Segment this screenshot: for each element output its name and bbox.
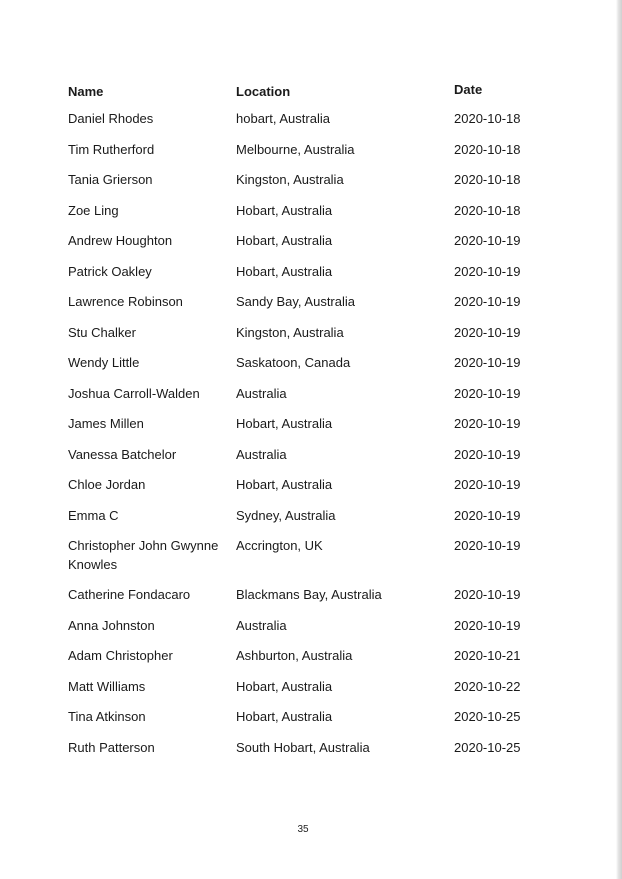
cell-date: 2020-10-21 (454, 648, 521, 663)
header-date: Date (454, 81, 483, 97)
table-row (66, 641, 546, 672)
cell-date: 2020-10-19 (454, 538, 521, 553)
cell-name: Lawrence Robinson (68, 294, 183, 309)
cell-name: Wendy Little (68, 355, 140, 370)
cell-date: 2020-10-19 (454, 385, 521, 401)
cell-name: Andrew Houghton (68, 233, 173, 248)
cell-name: Catherine Fondacaro (68, 587, 191, 602)
table-row (66, 733, 546, 764)
table-row (66, 531, 546, 580)
cell-location: South Hobart, Australia (236, 739, 370, 755)
cell-location: Blackmans Bay, Australia (236, 587, 382, 602)
cell-name: Anna Johnston (68, 617, 155, 633)
table-row (66, 470, 546, 501)
cell-name: Tim Rutherford (68, 141, 155, 157)
cell-name: Ruth Patterson (68, 739, 155, 755)
table-row (66, 580, 546, 611)
table-row (66, 257, 546, 288)
cell-location: Kingston, Australia (236, 324, 344, 340)
cell-location: Hobart, Australia (236, 263, 333, 279)
cell-location: Hobart, Australia (236, 202, 333, 218)
table-header (66, 78, 546, 104)
cell-date: 2020-10-19 (454, 324, 521, 340)
cell-date: 2020-10-18 (454, 111, 521, 126)
header-location: Location (236, 83, 291, 99)
cell-name: James Millen (68, 416, 144, 431)
cell-date: 2020-10-19 (454, 416, 521, 431)
cell-name: Adam Christopher (68, 648, 173, 663)
cell-date: 2020-10-19 (454, 587, 521, 602)
cell-location: hobart, Australia (236, 111, 330, 126)
cell-location: Hobart, Australia (236, 477, 333, 492)
cell-name: Daniel Rhodes (68, 111, 154, 126)
cell-location: Australia (236, 385, 287, 401)
cell-date: 2020-10-18 (454, 141, 521, 157)
cell-location: Melbourne, Australia (236, 141, 355, 157)
cell-location: Saskatoon, Canada (236, 355, 351, 370)
table-row (66, 165, 546, 196)
table-row (66, 672, 546, 703)
table-row (66, 379, 546, 410)
cell-location: Ashburton, Australia (236, 648, 353, 663)
table-row (66, 135, 546, 166)
cell-date: 2020-10-19 (454, 507, 521, 523)
cell-name: Christopher John Gwynne Knowles (68, 538, 219, 572)
header-name: Name (68, 83, 104, 99)
cell-name: Tania Grierson (68, 172, 153, 187)
cell-date: 2020-10-19 (454, 294, 521, 309)
cell-name: Tina Atkinson (68, 709, 146, 724)
table-row (66, 440, 546, 471)
cell-name: Matt Williams (68, 678, 146, 694)
page-edge-shadow (616, 0, 622, 879)
table-body (66, 104, 546, 763)
cell-name: Patrick Oakley (68, 263, 152, 279)
cell-date: 2020-10-18 (454, 172, 521, 187)
cell-date: 2020-10-19 (454, 446, 521, 462)
page-number: 35 (297, 824, 309, 835)
cell-location: Sydney, Australia (236, 507, 336, 523)
cell-name: Stu Chalker (68, 324, 136, 340)
table-row (66, 318, 546, 349)
cell-name: Vanessa Batchelor (68, 446, 177, 462)
table-row (66, 287, 546, 318)
cell-name: Joshua Carroll-Walden (68, 385, 200, 401)
cell-location: Kingston, Australia (236, 172, 344, 187)
cell-name: Emma C (68, 507, 119, 523)
cell-date: 2020-10-22 (454, 678, 521, 694)
table-row (66, 196, 546, 227)
cell-location: Hobart, Australia (236, 416, 333, 431)
cell-location: Hobart, Australia (236, 709, 333, 724)
table-row (66, 501, 546, 532)
cell-name: Zoe Ling (68, 202, 119, 218)
signatories-table (66, 78, 546, 763)
cell-date: 2020-10-19 (454, 263, 521, 279)
cell-location: Hobart, Australia (236, 678, 333, 694)
table-row (66, 348, 546, 379)
header-row (66, 78, 546, 104)
cell-location: Australia (236, 617, 287, 633)
cell-location: Accrington, UK (236, 538, 323, 553)
table-row (66, 702, 546, 733)
cell-name: Chloe Jordan (68, 477, 146, 492)
cell-location: Australia (236, 446, 287, 462)
table-row (66, 409, 546, 440)
table-row (66, 104, 546, 135)
table-row (66, 226, 546, 257)
table-row (66, 611, 546, 642)
cell-location: Hobart, Australia (236, 233, 333, 248)
cell-location: Sandy Bay, Australia (236, 294, 355, 309)
cell-date: 2020-10-19 (454, 355, 521, 370)
cell-date: 2020-10-25 (454, 709, 521, 724)
cell-date: 2020-10-18 (454, 202, 521, 218)
cell-date: 2020-10-19 (454, 233, 521, 248)
cell-date: 2020-10-19 (454, 617, 521, 633)
cell-date: 2020-10-25 (454, 739, 521, 755)
cell-date: 2020-10-19 (454, 477, 521, 492)
